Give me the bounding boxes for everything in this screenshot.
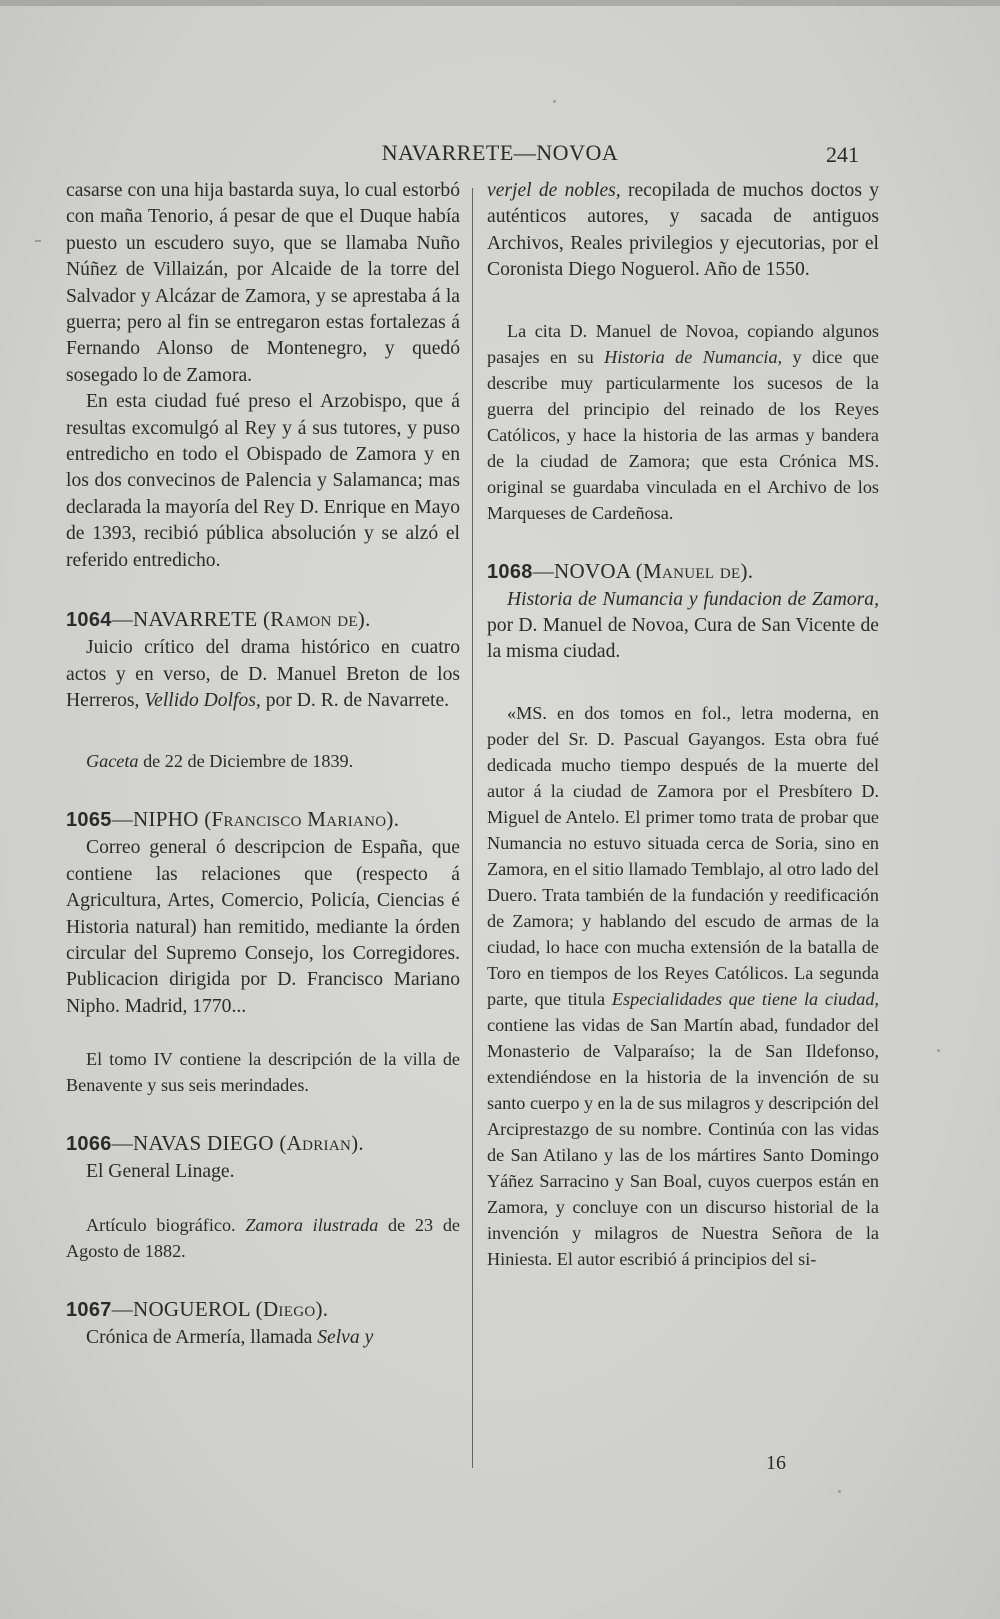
entry-note-text: de 22 de Diciembre de 1839. [138,751,354,772]
entry-title-after: por D. R. de Navarrete. [260,689,450,711]
entry-note-italic: Historia de Numancia, [604,346,783,367]
entry-title-text: Crónica de Armería, llamada [86,1326,318,1348]
entry-title-italic: Selva y [317,1326,374,1348]
entry-given-name: Manuel de [643,558,741,583]
entry-given-name: Francisco Mariano [211,807,387,832]
entry-given-name: Adrian [286,1131,352,1156]
entry-surname: —NIPHO ( [111,807,212,832]
entry-title-text: Juicio crítico del drama histórico en cuatro actos y en verso, de D. Manuel Breton de los Herreros, [66,637,460,711]
paper-speck [553,100,556,103]
paper-speck [838,1490,841,1493]
entry-note-italic: Zamora ilustrada [245,1214,379,1235]
entry-title: El General Linage. [86,1161,235,1183]
entry-close: ). [315,1296,329,1321]
entry-note-italic: Especialidades que tiene la ciudad, [611,988,879,1009]
entry-close: ). [740,558,754,583]
continued-paragraph: casarse con una hija bastarda suya, lo cual estorbó con maña Tenorio, á pesar de que el Duque había puesto un escudero suyo, que se llamaba Nuño Núñez de Villaizán, por Alcaide de la torre del Salvador y Alcázar de Zamora, y se aprestaba á la guerra; pero al fin se entregaron estas fortalezas á Fernando Alonso de Montenegro, y quedó sosegado lo de Zamora. [66,180,460,386]
entry-surname: —NOGUEROL ( [111,1296,263,1321]
entry-title [66,635,460,714]
right-column [487,178,879,1272]
page-number: 241 [826,142,859,167]
entry-note-after: contiene las vidas de San Martín abad, fundador del Monasterio de Valparaíso; la de San Ildefonso, extendiéndose en la historia de la invención de su santo cuerpo y en la de sus milagros y descripción del Arciprestazgo de su nombre. Continúa con las vidas de San Atilano y las de los mártires Santo Domingo Yáñez Sarracino y San Boal, cuyos cuerpos están en Zamora, y concluye con un discurso historial de la invención y milagros de Nuestra Señora de la Hiniesta. El autor escribió á principios del si- [487,1014,879,1269]
column-rule [472,188,473,1468]
signature-mark: 16 [766,1452,786,1474]
entry-number: 1064 [66,609,112,632]
entry-note [487,318,879,526]
entry-note-text: «MS. en dos tomos en fol., letra moderna, en poder del Sr. D. Pascual Gayangos. Esta obra fué dedicada mucho tiempo después de la muerte del autor á la ciudad de Zamora por el Presbítero D. Miguel de Antelo. El primer tomo trata de probar que Numancia no estuvo situada cerca de Soria, sino en Zamora, en el sitio llamado Temblajo, al otro lado del Duero. Trata también de la fundación y reedificación de Zamora; y hablando del escudo de armas de la ciudad, lo hace con mucha extensión de la batalla de Toro en tiempos de los Reyes Católicos. La segunda parte, que titula [487,702,879,1009]
entry-note: El tomo IV contiene la descripción de la villa de Benavente y sus seis merindades. [66,1049,460,1096]
entry-heading-1064 [66,604,460,635]
continued-entry-title [487,178,879,284]
top-edge-shadow [0,0,1000,6]
entry-note-after: de 23 de Agosto de 1882. [66,1214,460,1261]
entry-title-italic: Historia de Numancia y fundacion de Zamora, [507,588,879,610]
entry-surname: —NAVAS DIEGO ( [111,1131,287,1156]
paper-speck [937,1049,940,1052]
entry-number: 1065 [66,809,112,832]
entry-note-italic: Gaceta [86,751,139,772]
entry-surname: —NOVOA ( [532,558,644,583]
entry-heading-1066 [66,1128,460,1159]
entry-close: ). [386,807,400,832]
entry-close: ). [351,1131,364,1156]
entry-surname: —NAVARRETE ( [111,607,271,632]
entry-heading-1067 [66,1294,460,1325]
entry-title [66,1325,460,1351]
entry-title-italic: Vellido Dolfos, [144,689,261,711]
entry-given-name: Diego [262,1296,316,1321]
entry-number: 1068 [487,560,533,583]
entry-heading-1068 [487,556,879,587]
entry-title-text: recopilada de muchos doctos y auténticos autores, y sacada de antiguos Archivos, Reales privilegios y ejecutorias, por el Coronista Diego Noguerol. Año de 1550. [487,180,879,281]
running-head: NAVARRETE—NOVOA [381,140,619,165]
entry-number: 1067 [66,1298,112,1321]
entry-note-after: y dice que describe muy particularmente los sucesos de la guerra del principio del reinado de los Reyes Católicos, y hace la historia de las armas y bandera de la ciudad de Zamora; que esta Crónica MS. original se guardaba vinculada en el Archivo de los Marqueses de Cardeñosa. [487,346,879,523]
entry-heading-1065 [66,804,460,835]
entry-number: 1066 [66,1133,112,1156]
entry-title-italic: verjel de nobles, [487,180,621,201]
left-column [66,178,460,1351]
entry-close: ). [357,607,371,632]
paragraph: En esta ciudad fué preso el Arzobispo, que á resultas excomulgó al Rey y á sus tutores, y puso entredicho en todo el Obispado de Zamora y en los dos convecinos de Palencia y Salamanca; mas declarada la mayoría del Rey D. Enrique en Mayo de 1393, recibió pública absolución y se alzó el referido entredicho. [66,391,460,571]
entry-note [66,1212,460,1264]
entry-given-name: Ramon de [270,607,358,632]
entry-title [487,587,879,666]
entry-note [66,748,460,774]
entry-note [487,700,879,1272]
entry-note-text: La cita D. Manuel de Novoa, copiando algunos pasajes en su [487,320,879,367]
entry-note-text: Artículo biográfico. [86,1214,246,1235]
entry-title: Correo general ó descripcion de España, que contiene las relaciones que (respecto á Agricultura, Artes, Comercio, Policía, Ciencias é Historia natural) han remitido, mediante la órden circular del Supremo Consejo, los Corregidores. Publicacion dirigida por D. Francisco Mariano Nipho. Madrid, 1770... [66,837,460,1017]
paper-speck [35,240,41,242]
entry-title-after: por D. Manuel de Novoa, Cura de San Vicente de la misma ciudad. [487,615,879,663]
